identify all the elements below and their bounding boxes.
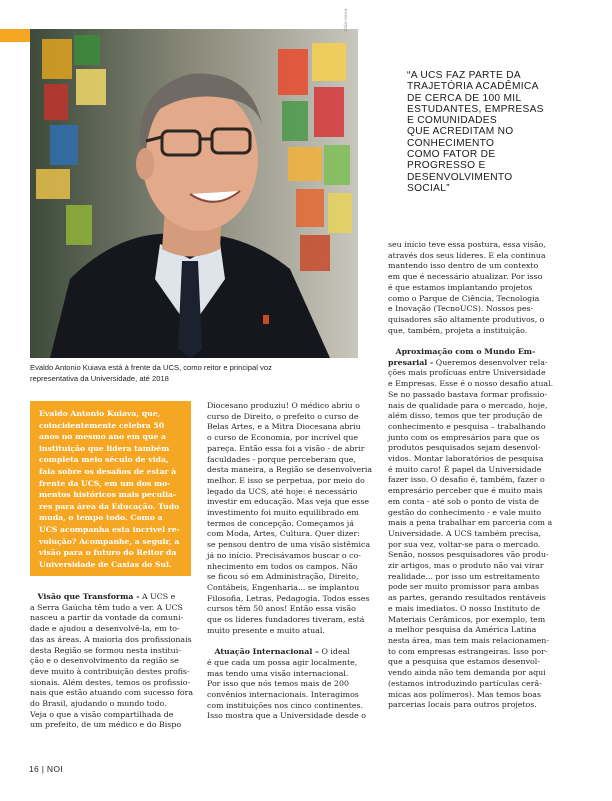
column-line: deve muito à contribuição destes profis- <box>30 666 190 676</box>
column-line: fazer isso. O desafio é, também, fazer o <box>388 475 545 485</box>
column-line: convênios internacionais. Interagimos <box>207 689 359 699</box>
column-line: que, também, projeta a instituição. <box>388 325 528 335</box>
quote-line: PROGRESSO E <box>407 160 486 172</box>
column-line: Veja o que a visão compartilhada de <box>30 709 174 719</box>
intro-line: Universidade de Caxias do Sul. <box>39 559 172 569</box>
quote-line: “A UCS FAZ PARTE DA <box>407 70 522 81</box>
pull-quote <box>407 70 577 194</box>
intro-line: anos no mesmo ano em que a <box>39 432 166 442</box>
intro-line: fala sobre os desafios de estar à <box>39 466 177 476</box>
photo-credit: JOÃO NIHUL <box>343 7 348 32</box>
column-line: Contábeis, Engenharia... se implantou <box>207 582 360 592</box>
column-line: melhor. E isso se perpetua, por meio do <box>207 475 365 485</box>
intro-line: instituição que lidera também <box>39 443 170 453</box>
quote-line: COMO FATOR DE <box>407 149 496 161</box>
quote-line: TRAJETÓRIA ACADÊMICA <box>407 81 539 93</box>
column-line: mantendo isso dentro de um contexto <box>388 261 539 271</box>
column-line: com instituições nos cinco continentes. <box>207 700 364 710</box>
column-line <box>388 347 578 358</box>
column-line: (estamos introduzindo partículas cerâ- <box>388 678 542 688</box>
intro-line: completa meio século de vida, <box>39 455 169 465</box>
intro-line: volução? Acompanhe, a seguir, a <box>39 536 180 546</box>
column-line: e Inovação (TecnoUCS). Nossos pes- <box>388 304 534 314</box>
column-line: pode ser muito promissor para ambas <box>388 582 540 592</box>
column-line: muito presente e muito atual. <box>207 625 325 635</box>
column-line: faculdades - porque perceberam que, <box>207 454 356 464</box>
column-line: já no início. Precisávamos buscar o co- <box>207 550 361 560</box>
portrait-photo <box>30 29 358 358</box>
column-line <box>30 592 193 603</box>
article-column-2 <box>207 401 373 722</box>
article-column-1 <box>30 592 193 731</box>
paragraph-gap <box>388 336 578 347</box>
column-line: Senão, nossos pesquisadores vão produ- <box>388 550 549 560</box>
intro-line: visão para o futuro do Reitor da <box>39 548 177 558</box>
column-line: mas tendo uma visão internacional. <box>207 668 349 678</box>
column-line: um prefeito, de um médico e do Bispo <box>30 720 182 730</box>
column-line: as partes, gerando resultados rentáveis <box>388 593 546 603</box>
column-line: e Empresas. Esse é o nosso desafio atual. <box>388 379 554 389</box>
column-line: Materiais Cerâmicos, por exemplo, tem <box>388 614 546 624</box>
column-line: que a pesquisa que estamos desenvol- <box>388 657 540 667</box>
column-line: dade e ajudou a desenvolvê-la, em to- <box>30 624 180 634</box>
quote-line: CONHECIMENTO <box>407 137 495 149</box>
column-line: vidos. Montar laboratórios de pesquisa <box>388 454 544 464</box>
column-line: a melhor pesquisa da América Latina <box>388 625 537 635</box>
column-line: é que estamos implantando projetos <box>388 282 533 292</box>
column-line: investir em educação. Mas veja que esse <box>207 497 370 507</box>
column-text: Queremos desenvolver rela- <box>435 357 548 367</box>
column-line: ção e o desenvolvimento da região se <box>30 656 179 666</box>
quote-line: DESENVOLVIMENTO <box>407 171 513 183</box>
column-line: Filosofia, Letras, Pedagogia. Todos esses <box>207 593 370 603</box>
page-footer: 16 | NOI <box>29 764 63 774</box>
column-line: nais que estão atuando com sucesso fora <box>30 688 193 698</box>
column-line: empresário perceber que é muito mais <box>388 486 543 496</box>
intro-line: res para área da Educação. Tudo <box>39 501 180 511</box>
quote-line: QUE ACREDITAM NO <box>407 126 514 138</box>
column-line: quisadores são altamente produtivos, o <box>388 314 545 324</box>
column-line: através dos seus líderes. E ela continua <box>388 250 546 260</box>
column-line: sionais. Além destes, temos os profissio- <box>30 677 191 687</box>
column-line: Se no passado bastava formar profissio- <box>388 389 547 399</box>
column-line: produtos pesquisados sejam desenvol- <box>388 443 541 453</box>
column-line: gestão do conhecimento - e vale muito <box>388 507 542 517</box>
intro-line: Evaldo Antonio Kuiava, que, <box>39 409 161 418</box>
column-line: vendo ainda não tem demanda por aqui <box>388 668 546 678</box>
intro-line: muda, o tempo todo. Como a <box>39 513 163 523</box>
column-line: mais a pena trabalhar em parceria com a <box>388 518 553 528</box>
intro-line: frente da UCS, em um dos mo- <box>39 478 171 488</box>
column-line: nasceu a partir da vontade da comuni- <box>30 613 184 623</box>
column-line: com Moda, Artes, Cultura. Quer dizer: <box>207 529 360 539</box>
column-line: em conta - até sob o ponto de vista de <box>388 496 539 506</box>
column-line: é muito caro! É papel da Universidade <box>388 464 542 474</box>
column-line: junto com os empresários para que os <box>388 432 540 442</box>
intro-line: coincidentemente celebra 50 <box>39 420 165 430</box>
column-line: o curso de Economia, por incrível que <box>207 433 359 443</box>
photo-caption <box>30 363 350 384</box>
quote-line: DE CERCA DE 100 MIL <box>407 92 522 104</box>
caption-line: representativa da Universidade, até 2018 <box>30 373 169 383</box>
column-text: O ideal <box>321 647 350 657</box>
column-line: em que é necessário atualizar. Por isso <box>388 272 543 282</box>
column-line: parcerias locais para outros projetos. <box>388 700 537 710</box>
column-line: investimento foi muito equilibrado em <box>207 508 359 518</box>
column-line: desta maneira, a Região se desenvolveria <box>207 465 373 475</box>
section-heading: Atuação Internacional – <box>214 647 319 657</box>
column-line: das as áreas. A maioria dos profissionais <box>30 634 192 644</box>
column-line: como o Parque de Ciência, Tecnologia <box>388 293 540 303</box>
column-line: realidade... por isso um estreitamento <box>388 571 540 581</box>
column-text: A UCS e <box>142 592 176 601</box>
column-line: Diocesano produziu! O médico abriu o <box>207 401 360 410</box>
column-line: seu início teve essa postura, essa visão, <box>388 240 546 249</box>
column-line <box>388 358 578 369</box>
column-line: conhecimento e pesquisa – trabalhando <box>388 421 546 431</box>
intro-line: mentos históricos mais peculia- <box>39 490 177 500</box>
caption-line: Evaldo Antonio Kuiava está à frente da UCS, como reitor e principal voz <box>30 363 272 372</box>
column-line: cursos têm 50 anos! Então essa visão <box>207 604 356 614</box>
paragraph-gap <box>207 636 373 647</box>
column-line: por sua vez, voltar-se para o mercado. <box>388 539 541 549</box>
section-heading: Visão que Transforma - <box>37 592 140 601</box>
column-line <box>207 647 373 658</box>
column-line: termos de concepção. Começamos já <box>207 518 354 528</box>
intro-box <box>30 401 191 576</box>
column-line: Por isso que nós temos mais de 200 <box>207 679 349 689</box>
column-line: ções mais profícuas entre Universidade <box>388 368 546 378</box>
section-heading: Aproximação com o Mundo Em- <box>395 347 536 357</box>
column-line: pareça. Então essa foi a visão - de abrir <box>207 443 365 453</box>
column-line: micas aos polímeros). Mas temos boas <box>388 689 541 699</box>
column-line: e mais imediatos. O nosso Instituto de <box>388 603 540 613</box>
column-line: Belas Artes, e a Mitra Diocesana abriu <box>207 422 361 432</box>
column-line: zir artigos, mas o produto não vai virar <box>388 561 544 571</box>
column-line: curso de Direito, o prefeito o curso de <box>207 411 359 421</box>
column-line: to com empresas estrangeiras. Isso por- <box>388 646 548 656</box>
column-line: a Serra Gaúcha têm tudo a ver. A UCS <box>30 602 183 612</box>
column-line: além disso, temos que ter produção de <box>388 411 543 421</box>
column-line: Universidade. A UCS também precisa, <box>388 528 541 538</box>
column-line: nais de qualidade para o mercado, hoje, <box>388 400 548 410</box>
column-line: nhecimento em todos os campos. Não <box>207 561 358 571</box>
column-line: se pensou dentro de uma visão sistêmica <box>207 540 371 550</box>
column-line: é que cada um possa agir localmente, <box>207 657 358 667</box>
column-line: nesta área, mas tem mais relacionamen- <box>388 636 549 645</box>
quote-line: E COMUNIDADES <box>407 115 497 127</box>
article-column-3 <box>388 240 578 711</box>
column-line: legado da UCS, até hoje: é necessário <box>207 486 358 496</box>
intro-line: UCS acompanha esta incrível re- <box>39 524 180 534</box>
quote-line: ESTUDANTES, EMPRESAS <box>407 103 544 115</box>
column-line: que os líderes fundadores tiveram, está <box>207 615 365 625</box>
column-line: desta Região se formou nesta institui- <box>30 645 181 655</box>
section-heading: presarial - <box>388 357 434 367</box>
column-line: do Brasil, ajudando o mundo todo. <box>30 699 167 709</box>
quote-line: SOCIAL” <box>407 182 450 194</box>
column-line: se ficou só em Administração, Direito, <box>207 572 359 582</box>
column-line: Isso mostra que a Universidade desde o <box>207 711 366 721</box>
